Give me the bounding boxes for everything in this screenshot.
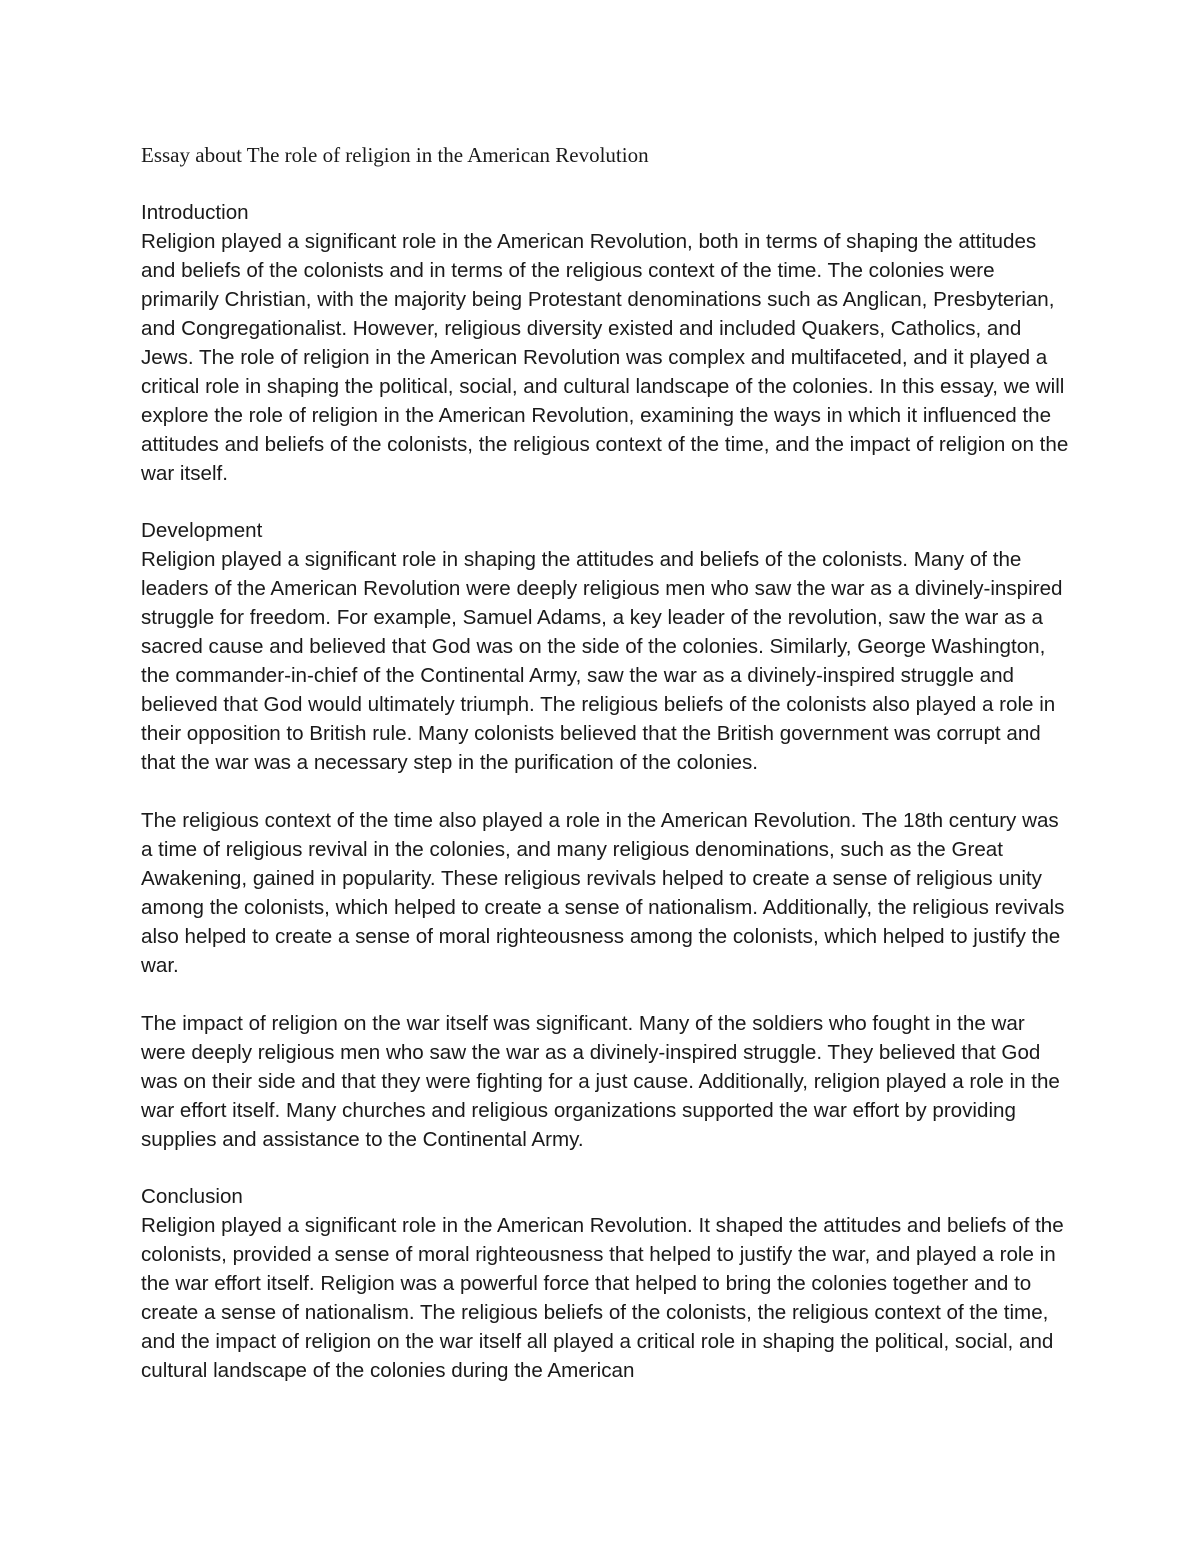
document-body <box>141 141 1071 1413</box>
paragraph: The religious context of the time also played a role in the American Revolution. The 18th century was a time of religious revival in the colonies, and many religious denominations, such as the Great Awakening, gained in popularity. These religious revivals helped to create a sense of religious unity among the colonists, which helped to create a sense of nationalism. Additionally, the religious revivals also helped to create a sense of moral righteousness among the colonists, which helped to justify the war. <box>141 809 1065 977</box>
paragraph: Religion played a significant role in the American Revolution. It shaped the attitudes and beliefs of the colonists, provided a sense of moral righteousness that helped to justify the war, and played a role in the war effort itself. Religion was a powerful force that helped to bring the colonies together and to create a sense of nationalism. The religious beliefs of the colonists, the religious context of the time, and the impact of religion on the war itself all played a critical role in shaping the political, social, and cultural landscape of the colonies during the American <box>141 1214 1064 1382</box>
paragraph: Religion played a significant role in shaping the attitudes and beliefs of the colonists. Many of the leaders of the American Revolution were deeply religious men who saw the war as a divinely-inspired struggle for freedom. For example, Samuel Adams, a key leader of the revolution, saw the war as a sacred cause and believed that God was on the side of the colonies. Similarly, George Washington, the commander-in-chief of the Continental Army, saw the war as a divinely-inspired struggle and believed that God would ultimately triumph. The religious beliefs of the colonists also played a role in their opposition to British rule. Many colonists believed that the British government was corrupt and that the war was a necessary step in the purification of the colonies. <box>141 548 1063 774</box>
document-title: Essay about The role of religion in the American Revolution <box>141 143 649 167</box>
section-heading: Development <box>141 519 263 542</box>
section-heading: Introduction <box>141 201 249 224</box>
paragraph: The impact of religion on the war itself was significant. Many of the soldiers who fought in the war were deeply religious men who saw the war as a divinely-inspired struggle. They believed that God was on their side and that they were fighting for a just cause. Additionally, religion played a role in the war effort itself. Many churches and religious organizations supported the war effort by providing supplies and assistance to the Continental Army. <box>141 1012 1060 1151</box>
section-introduction <box>141 198 1071 488</box>
section-heading: Conclusion <box>141 1185 243 1208</box>
section-development <box>141 516 1071 1154</box>
section-conclusion <box>141 1182 1071 1385</box>
paragraph: Religion played a significant role in the American Revolution, both in terms of shaping the attitudes and beliefs of the colonists and in terms of the religious context of the time. The colonies were primarily Christian, with the majority being Protestant denominations such as Anglican, Presbyterian, and Congregationalist. However, religious diversity existed and included Quakers, Catholics, and Jews. The role of religion in the American Revolution was complex and multifaceted, and it played a critical role in shaping the political, social, and cultural landscape of the colonies. In this essay, we will explore the role of religion in the American Revolution, examining the ways in which it influenced the attitudes and beliefs of the colonists, the religious context of the time, and the impact of religion on the war itself. <box>141 230 1069 485</box>
